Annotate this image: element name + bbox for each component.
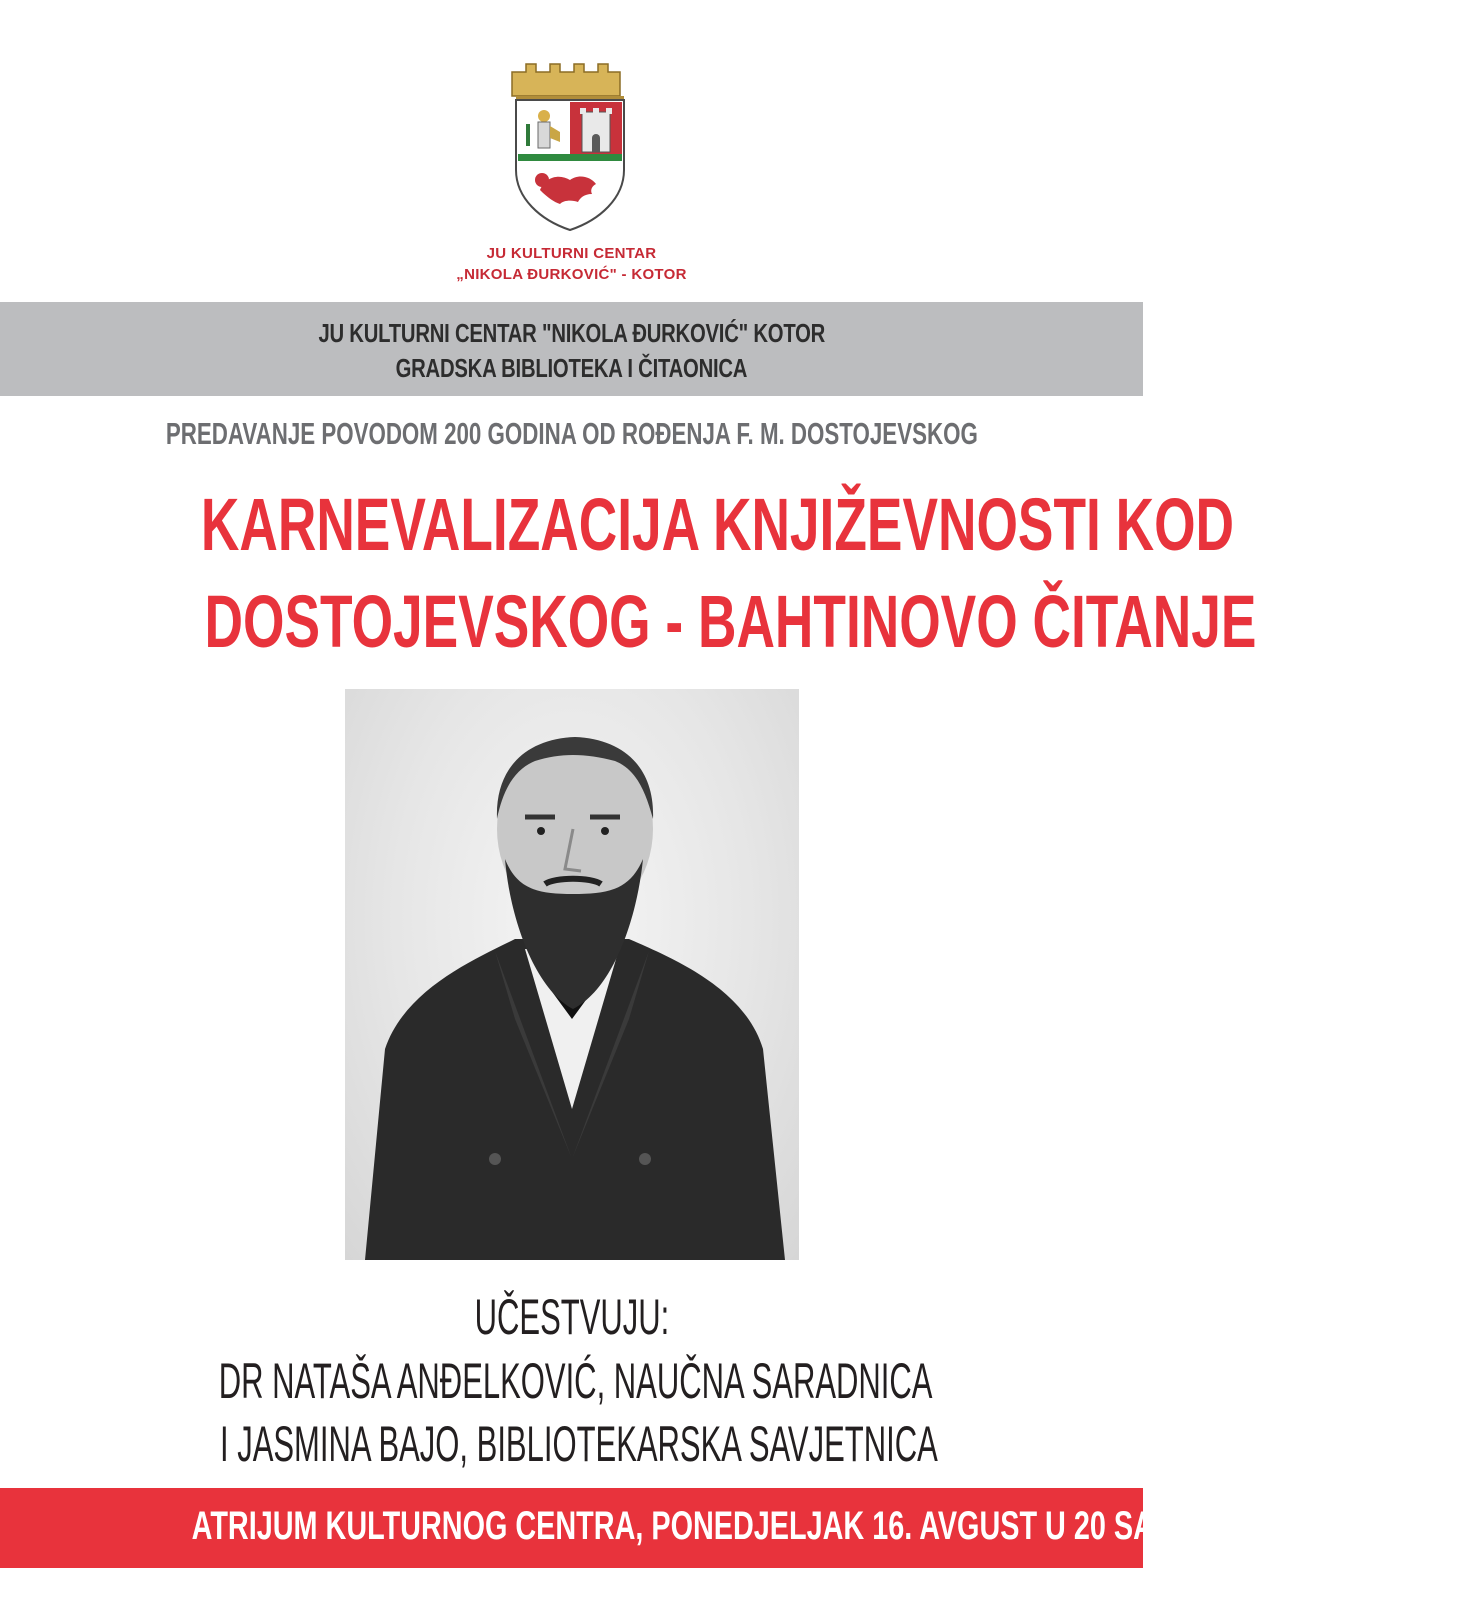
footer-band xyxy=(0,1488,1178,1568)
participant-line1: DR NATAŠA ANĐELKOVIĆ, NAUČNA SARADNICA xyxy=(218,1353,933,1409)
participant-line2: I JASMINA BAJO, BIBLIOTEKARSKA SAVJETNICA xyxy=(219,1416,938,1472)
band-line1: JU KULTURNI CENTAR "NIKOLA ĐURKOVIĆ" KOTOR xyxy=(318,318,825,348)
band-line2: GRADSKA BIBLIOTEKA I ČITAONICA xyxy=(395,353,748,383)
organization-name-line1: JU KULTURNI CENTAR xyxy=(486,245,657,262)
participants-label: UČESTVUJU: xyxy=(474,1289,669,1345)
event-subtitle: PREDAVANJE POVODOM 200 GODINA OD ROĐENJA F. M. DOSTOJEVSKOG xyxy=(165,416,978,451)
event-title-line2: DOSTOJEVSKOG - BAHTINOVO ČITANJE xyxy=(204,580,1257,663)
organization-name-line2: „NIKOLA ĐURKOVIĆ" - KOTOR xyxy=(456,266,687,283)
kotor-coat-of-arms-icon xyxy=(512,60,628,234)
event-title-line1: KARNEVALIZACIJA KNJIŽEVNOSTI KOD xyxy=(200,483,1234,566)
header-band xyxy=(0,302,1143,396)
event-venue-time: ATRIJUM KULTURNOG CENTRA, PONEDJELJAK 16. AVGUST U 20 SATI xyxy=(191,1504,1178,1548)
portrait-photo xyxy=(345,689,799,1260)
